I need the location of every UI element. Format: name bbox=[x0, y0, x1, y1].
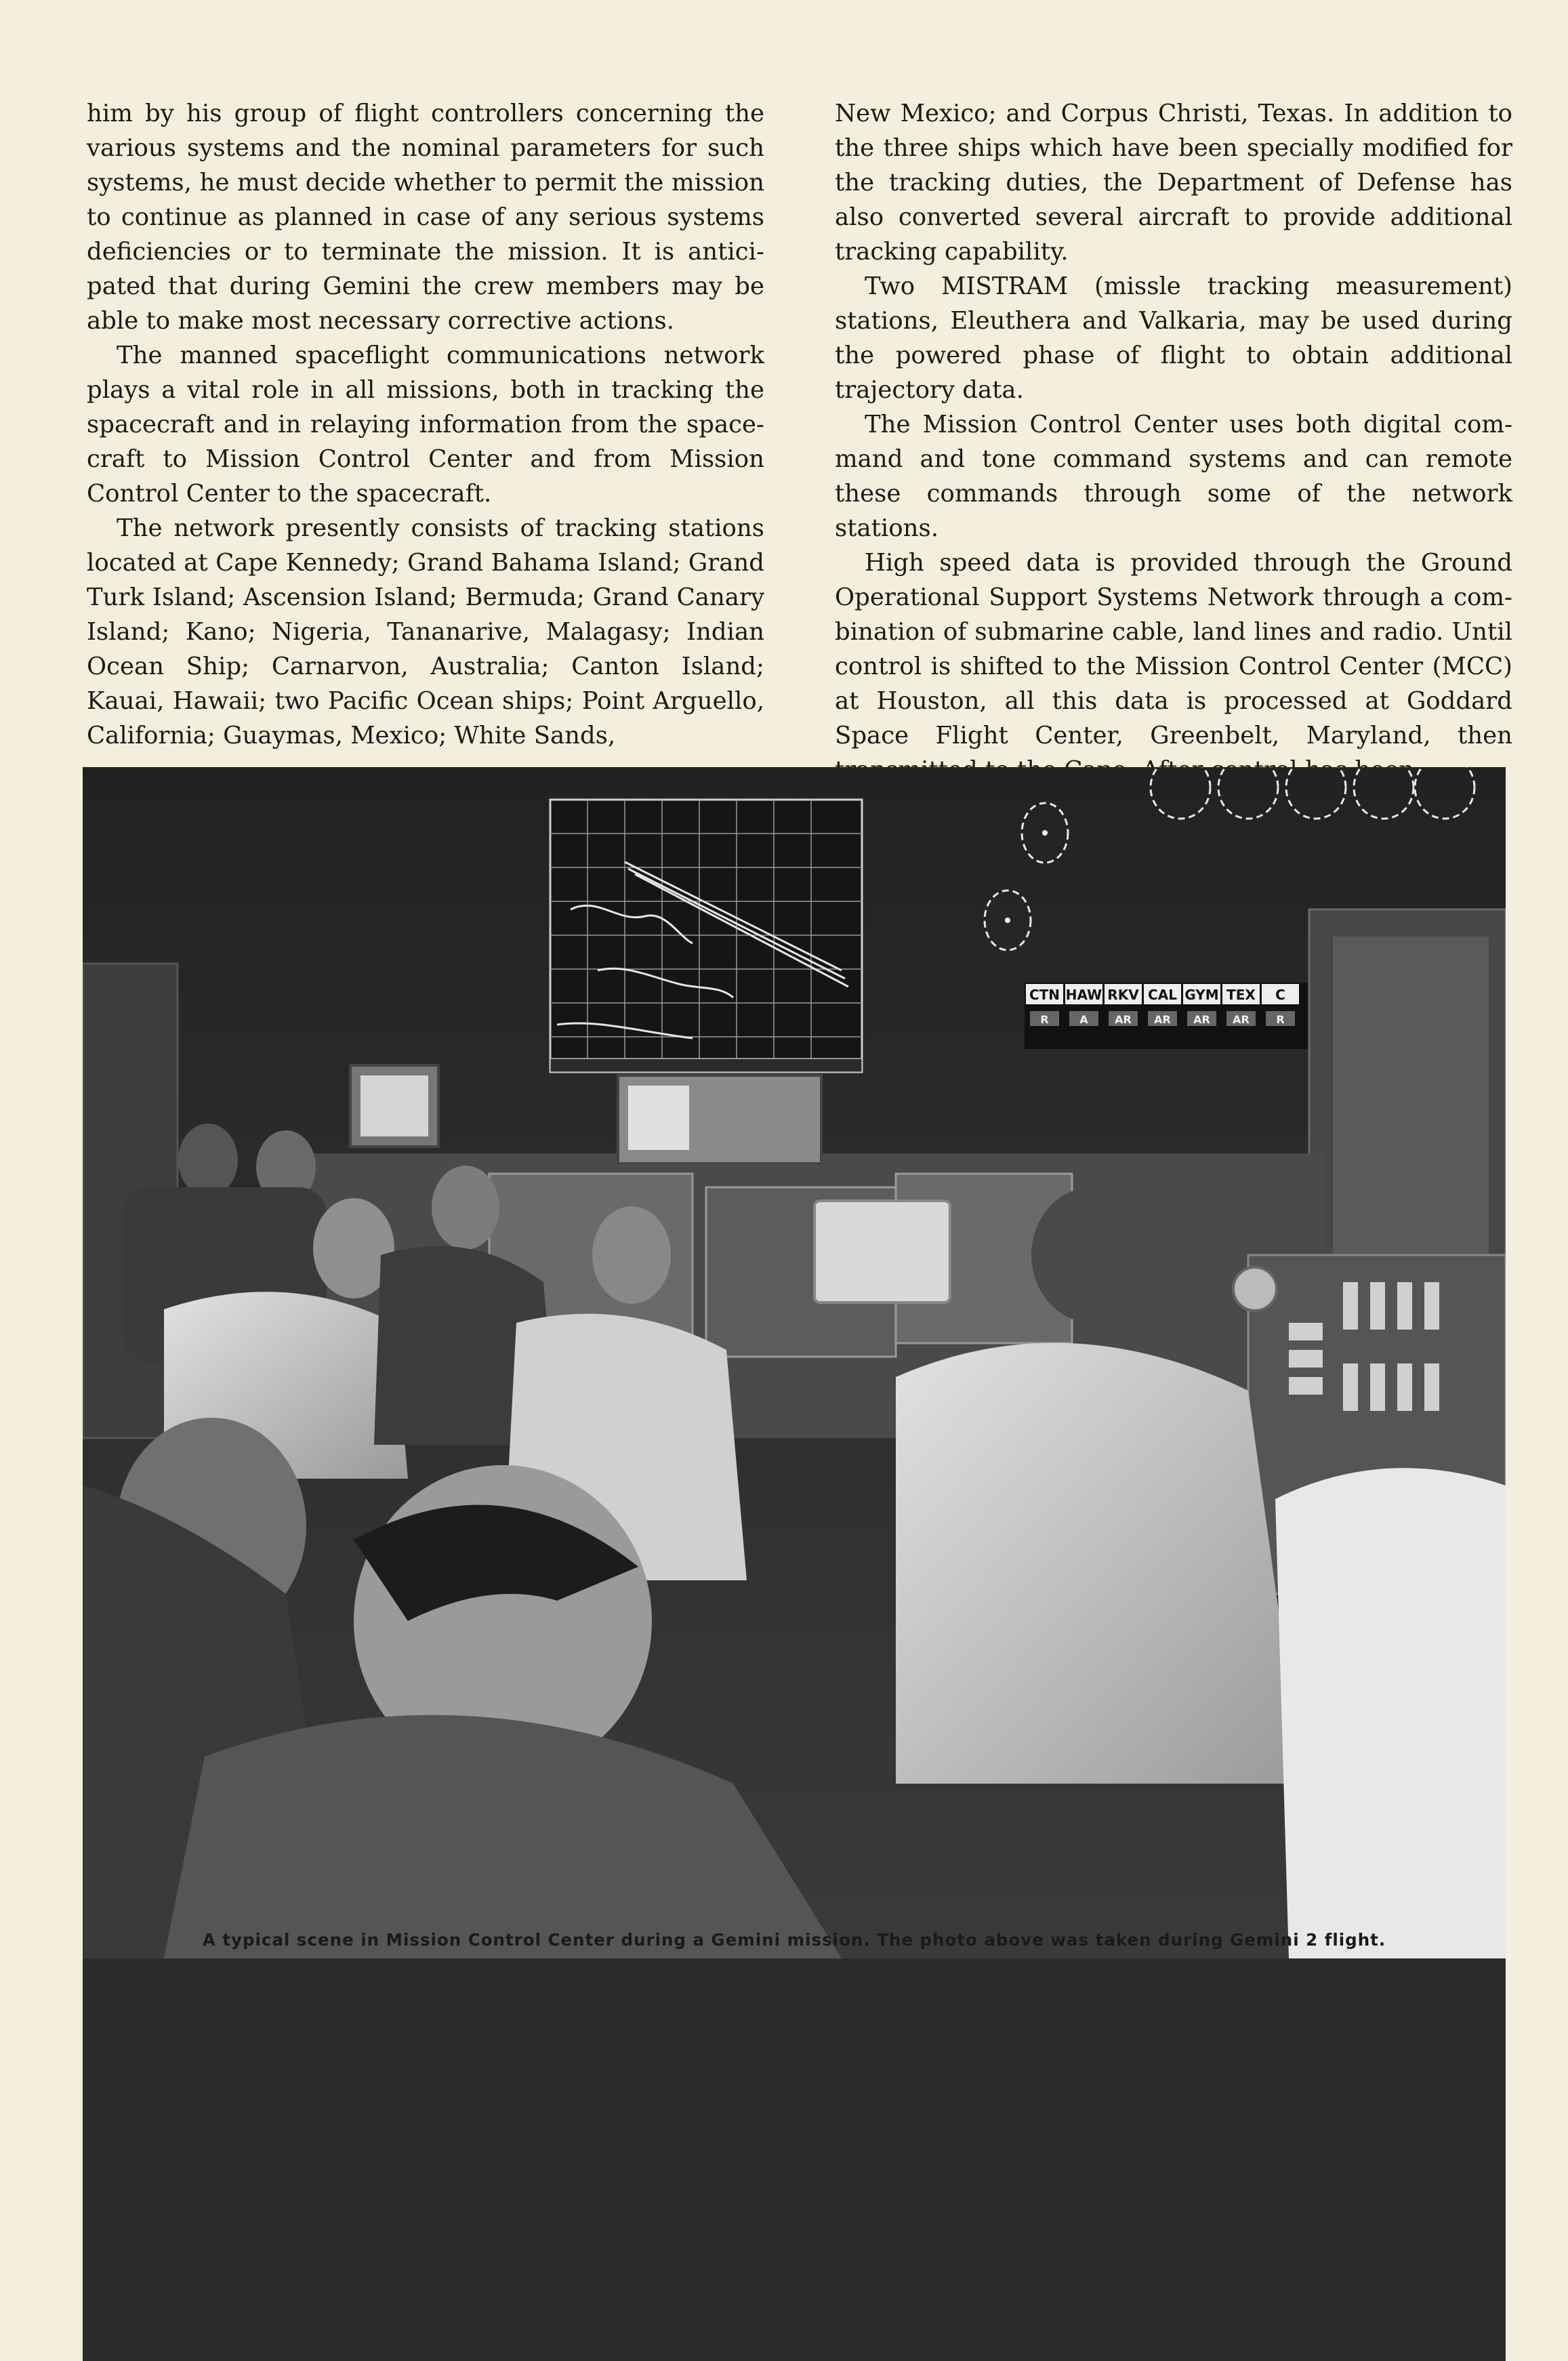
photo-illustration bbox=[83, 767, 1506, 1958]
station-label: RKV bbox=[1107, 987, 1139, 1003]
paragraph: The network presently consists of tracking stations located at Cape Kennedy; Grand Bahama Island; Grand Turk Island; Ascension Island; Bermuda; Grand Canary Island; Kano; Nigeria, Tananarive, Malagasy; Indian Ocean Ship; Carnarvon, Australia; Canton Island; Kauai, Hawaii; two Pacific Ocean ships; Point Arguello, California; Guaymas, Mexico; White Sands, bbox=[87, 514, 764, 750]
station-label: HAW bbox=[1065, 987, 1102, 1003]
paragraph: High speed data is provided through the Ground Operational Support Systems Network through a com-bination of submarine cable, land lines and radio. Until control is shifted to the Mission Control Center (MCC) at Houston, all this data is processed at Goddard Space Flight Center, Greenbelt, Maryland, then bbox=[835, 549, 1512, 750]
station-label: CTN bbox=[1029, 987, 1060, 1003]
paragraph: Two MISTRAM (missle tracking measurement) stations, Eleuthera and Valkaria, may be used during the powered phase of flight to obtain additional trajectory data. bbox=[835, 272, 1512, 404]
station-label: TEX bbox=[1226, 987, 1256, 1003]
right-text-column bbox=[835, 96, 1512, 787]
status-label: AR bbox=[1154, 1013, 1171, 1026]
paragraph: The manned spaceflight communications network plays a vital role in all missions, both in tracking the spacecraft and in relaying information from the space-craft to Mission Control Center and from Mission Control Center to the spacecraft. bbox=[87, 342, 764, 508]
left-text-column bbox=[87, 96, 764, 753]
mission-control-photo bbox=[83, 767, 1506, 2361]
paragraph: The Mission Control Center uses both digital com-mand and tone command systems and can remote these commands through some of the network stations. bbox=[835, 411, 1512, 542]
paragraph: New Mexico; and Corpus Christi, Texas. In addition to the three ships which have been specially modified for the tracking duties, the Department of Defense has also converted several aircraft to provide additional tracking capability. bbox=[835, 100, 1512, 266]
station-label: GYM bbox=[1184, 987, 1219, 1003]
station-status-board bbox=[1025, 983, 1309, 1049]
map-display bbox=[550, 800, 862, 1072]
status-label: AR bbox=[1233, 1013, 1250, 1026]
paragraph: him by his group of flight controllers concerning the various systems and the nominal parameters for such systems, he must decide whether to permit the mission to continue as planned in case of any serious systems deficiencies or to terminate the mission. It is antici-pated that during Gemini the crew members may be able to make most necessary corrective actions. bbox=[87, 100, 764, 335]
status-label: AR bbox=[1193, 1013, 1210, 1026]
station-label: CAL bbox=[1148, 987, 1177, 1003]
status-label: R bbox=[1276, 1013, 1285, 1026]
photo-caption: A typical scene in Mission Control Center during a Gemini mission. The photo above was taken during Gemini 2 flight. bbox=[202, 1930, 1386, 1950]
status-label: R bbox=[1040, 1013, 1049, 1026]
station-label: C bbox=[1275, 987, 1285, 1003]
status-label: A bbox=[1079, 1013, 1088, 1026]
status-label: AR bbox=[1115, 1013, 1132, 1026]
